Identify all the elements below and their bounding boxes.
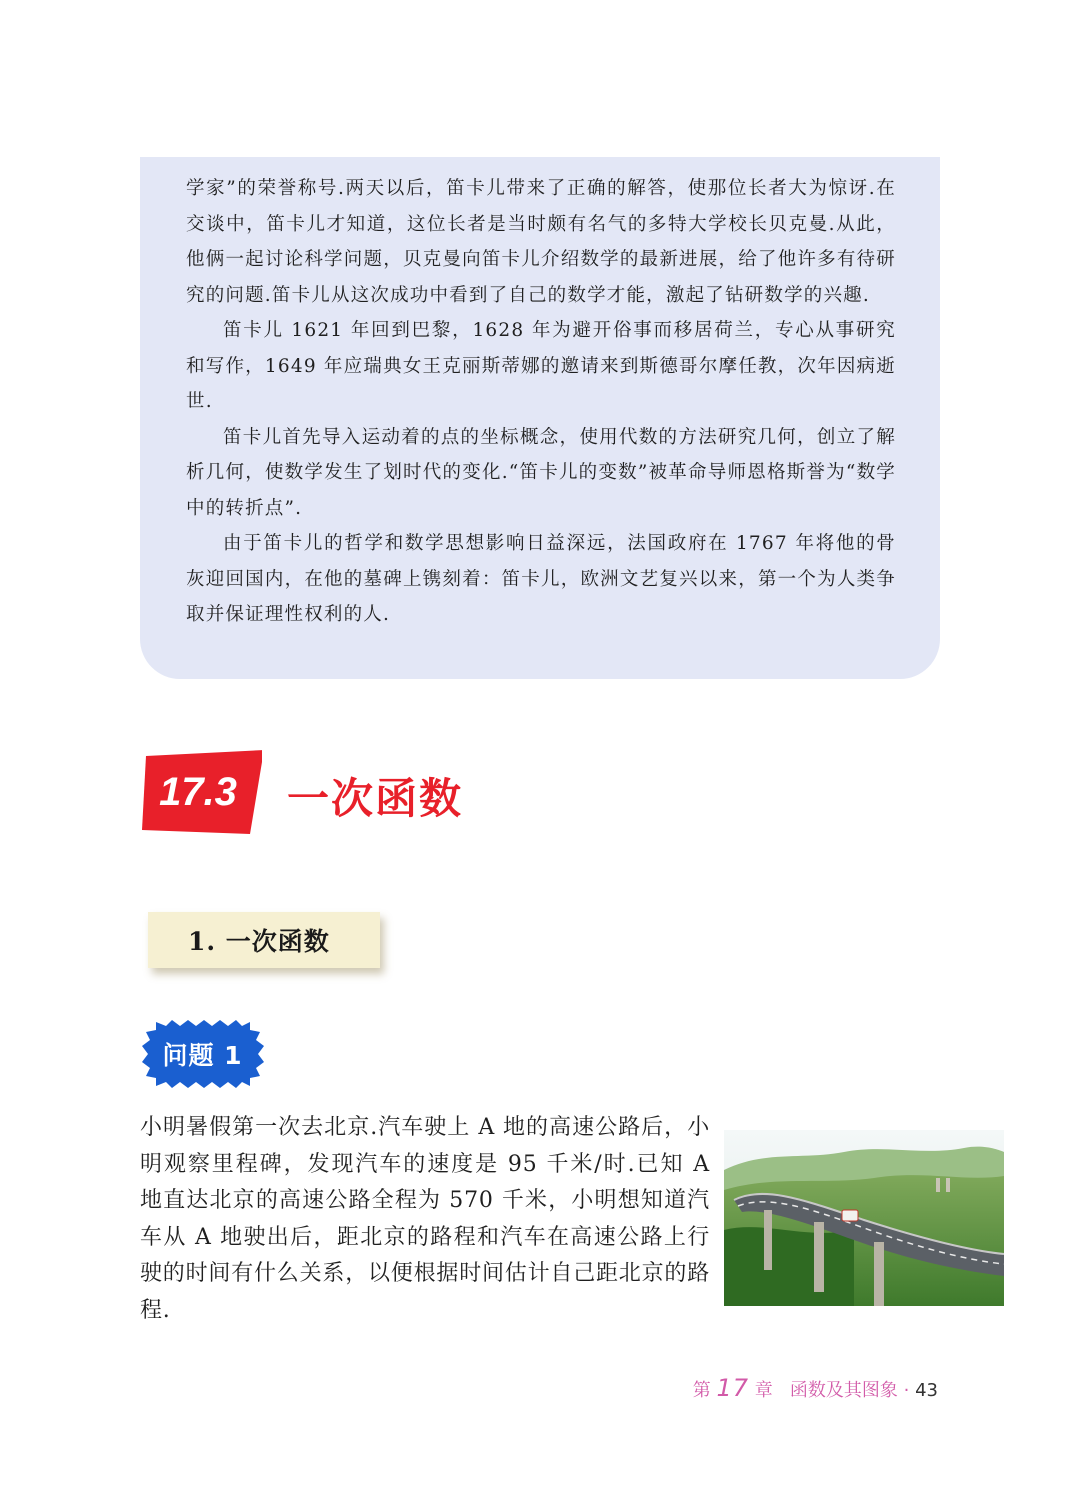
chapter-prefix: 第 [692, 1380, 711, 1401]
reading-paragraph: 笛卡儿 1621 年回到巴黎，1628 年为避开俗事而移居荷兰，专心从事研究和写作，1649 年应瑞典女王克丽斯蒂娜的邀请来到斯德哥尔摩任教，次年因病逝世. [186, 320, 896, 412]
highway-illustration [724, 1130, 1004, 1306]
reading-paragraph: 学家”的荣誉称号.两天以后，笛卡儿带来了正确的解答，使那位长者大为惊讶.在交谈中，笛卡儿才知道，这位长者是当时颇有名气的多特大学校长贝克曼.从此，他俩一起讨论科学问题，贝克曼向笛卡儿介绍数学的最新进展，给了他许多有待研究的问题.笛卡儿从这次成功中看到了自己的数学才能，激起了钻研数学的兴趣. [186, 178, 896, 306]
chapter-number: 17 [716, 1374, 749, 1402]
footer-separator: · [903, 1380, 910, 1401]
chapter-suffix: 章 [754, 1380, 773, 1401]
section-title: 一次函数 [287, 774, 464, 823]
chapter-title: 函数及其图象 [789, 1380, 898, 1401]
problem-label: 问题 1 [162, 1041, 243, 1070]
subsection-label: 1. 一次函数 [148, 912, 380, 968]
section-number: 17.3 [159, 769, 237, 814]
section-number-badge [142, 750, 262, 834]
page-number: 43 [915, 1380, 938, 1401]
problem-badge [140, 1020, 265, 1088]
highway-photo [724, 1130, 1004, 1306]
problem-text: 小明暑假第一次去北京.汽车驶上 A 地的高速公路后，小明观察里程碑，发现汽车的速度是 95 千米/时.已知 A 地直达北京的高速公路全程为 570 千米，小明想知道汽车从 A 地驶出后，距北京的路程和汽车在高速公路上行驶的时间有什么关系，以便根据时间估计自己距北京的路程. [140, 1115, 711, 1323]
reading-paragraph: 由于笛卡儿的哲学和数学思想影响日益深远，法国政府在 1767 年将他的骨灰迎回国内，在他的墓碑上镌刻着：笛卡儿，欧洲文艺复兴以来，第一个为人类争取并保证理性权利的人. [186, 533, 896, 625]
reading-box [140, 157, 940, 679]
page-footer [693, 1374, 938, 1402]
reading-paragraph: 笛卡儿首先导入运动着的点的坐标概念，使用代数的方法研究几何，创立了解析几何，使数学发生了划时代的变化.“笛卡儿的变数”被革命导师恩格斯誉为“数学中的转折点”. [186, 426, 896, 519]
